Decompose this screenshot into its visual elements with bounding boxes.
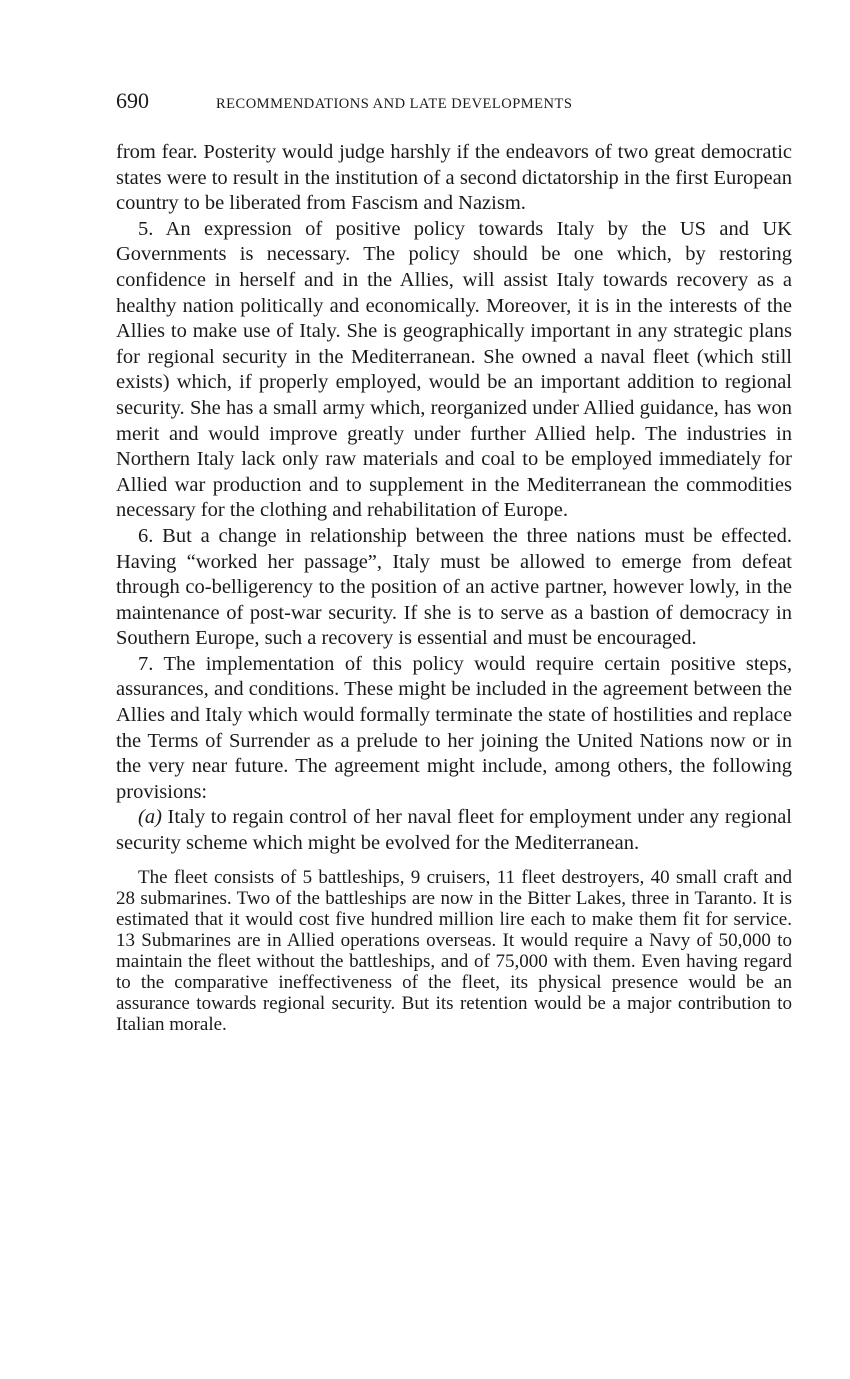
- running-head-title: RECOMMENDATIONS AND LATE DEVELOPMENTS: [216, 96, 573, 112]
- fleet-note: [116, 867, 792, 1035]
- provision-a-text: Italy to regain control of her naval fleet for employment under any regional security scheme which might be evolved for the Mediterranean.: [116, 806, 792, 855]
- provision-a-marker: (a): [138, 806, 162, 829]
- body-text: [116, 140, 792, 857]
- provision-a: [116, 805, 792, 856]
- fleet-note-text: The fleet consists of 5 battleships, 9 cruisers, 11 fleet destroyers, 40 small craft and 28 submarines. Two of the battleships are now in the Bitter Lakes, three in Taranto. It is estimated that it would cost five hundred million lire each to make them fit for service. 13 Submarines are in Allied operations overseas. It would require a Navy of 50,000 to maintain the fleet without the battleships, and of 75,000 with them. Even having regard to the comparative ineffectiveness of the fleet, its physical presence would be an assurance towards regional security. But its retention would be a major contribution to Italian morale.: [116, 866, 792, 1035]
- paragraph-6: 6. But a change in relationship between the three nations must be effected. Having “worked her passage”, Italy must be allowed to emerge from defeat through co-belligerency to the position of an active partner, however lowly, in the maintenance of post-war security. If she is to serve as a bastion of democracy in Southern Europe, such a recovery is essential and must be encouraged.: [116, 524, 792, 650]
- paragraph-7: 7. The implementation of this policy would require certain positive steps, assurances, and conditions. These might be included in the agreement between the Allies and Italy which would formally terminate the state of hostilities and replace the Terms of Surrender as a prelude to her joining the United Nations now or in the very near future. The agreement might include, among others, the following provisions:: [116, 652, 792, 803]
- paragraph-continuation: from fear. Posterity would judge harshly if the endeavors of two great democratic states were to result in the institution of a second dictatorship in the first European country to be liberated from Fascism and Nazism.: [116, 141, 792, 215]
- document-page: [116, 88, 792, 1035]
- page-number: 690: [116, 88, 149, 113]
- paragraph-5: 5. An expression of positive policy towards Italy by the US and UK Governments is necessary. The policy should be one which, by restoring confidence in herself and in the Allies, will assist Italy towards recovery as a healthy nation politically and economically. Moreover, it is in the interests of the Allies to make use of Italy. She is geographically important in any strategic plans for regional security in the Mediterranean. She owned a naval fleet (which still exists) which, if properly employed, would be an important addition to regional security. She has a small army which, reorganized under Allied guidance, has won merit and would improve greatly under further Allied help. The industries in Northern Italy lack only raw materials and coal to be employed immediately for Allied war production and to supplement in the Mediterranean the commodities necessary for the clothing and rehabilitation of Europe.: [116, 217, 792, 522]
- running-head: [116, 88, 792, 118]
